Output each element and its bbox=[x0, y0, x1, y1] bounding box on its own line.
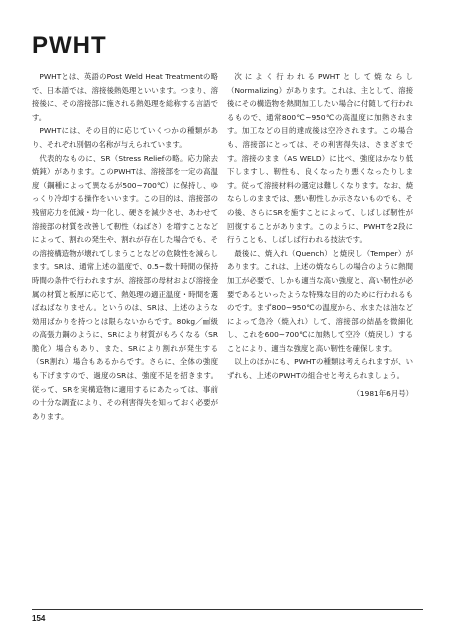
paragraph: 最後に、焼入れ（Quench）と焼戻し（Temper）があります。これは、上述の焼ならしの場合のように熱間加工が必要で、しかも適当な高い強度と、高い靭性が必要であるといったような特殊な目的のために行われるものです。まず800~950℃の温度から、水または油などによって急冷（焼入れ）して、溶接部の結晶を微細化し、これを600~700℃に加熱して空冷（焼戻し）することにより、適当な強度と高い靭性を確保します。 bbox=[227, 248, 413, 353]
paragraph: 以上のほかにも、PWHTの種類は考えられますが、いずれも、上述のPWHTの組合せと考えられましょう。 bbox=[227, 357, 413, 381]
left-column bbox=[32, 70, 218, 423]
paragraph: PWHTには、その目的に応じていくつかの種類があり、それぞれ別個の名称が与えられています。 bbox=[32, 126, 218, 149]
footer-rule bbox=[32, 609, 423, 610]
paragraph: 代表的なものに、SR（Stress Reliefの略。応力除去焼鈍）があります。このPWHTは、溶接部を一定の高温度（鋼種によって異なるが500~700℃）に保持し、ゆっくり冷却する操作をいいます。この目的は、溶接部の残留応力を低減・均一化し、硬さを減少させ、あわせて溶接部の材質を改善して靭性（ねばさ）を増すことなどによって、割れの発生や、割れが存在した場合でも、その溶接構造物が壊れてしまうことなどの危険性を減らします。SRは、通常上述の温度で、0.5~数十時間の保持時間の条件で行われますが、溶接部の母材および溶接金属の材質と板厚に応じて、熱処理の適正温度・時間を選ばねばなりません。というのは、SRは、上述のような効用ばかりを持つとは限らないからです。80kg／㎟級の高張力鋼のように、SRにより材質がもろくなる（SR脆化）場合もあり、また、SRにより割れが発生する（SR割れ）場合もあるからです。さらに、全体の強度も下げますので、過度のSRは、強度不足を招きます。従って、SRを実構造物に適用するにあたっては、事前の十分な調査により、その利害得失を知っておく必要があります。 bbox=[32, 153, 218, 421]
page-number: 154 bbox=[32, 614, 46, 623]
paragraph: 次によく行われるPWHTとして焼ならし（Normalizing）があります。これは、主として、溶接後にその構造物を熱間加工したい場合に付随して行われるもので、通常800℃~950℃の高温度に加熱されます。加工などの目的達成後は空冷されます。この場合も、溶接部にとっては、その利害得失は、さまざまです。溶接のまま（AS WELD）に比べ、強度はかなり低下しますし、靭性も、良くなったり悪くなったりします。従って溶接材料の選定は難しくなります。なお、焼ならしのままでは、悪い靭性しか示さないものでも、その後、さらにSRを施すことによって、しばしば靭性が回復することがあります。このように、PWHTを2段に行うことも、しばしば行われる技法です。 bbox=[227, 72, 413, 245]
paragraph: PWHTとは、英語のPost Weld Heat Treatmentの略で、日本語では、溶接後熱処理といいます。つまり、溶接後に、その溶接部に施される熱処理を総称する言語です。 bbox=[32, 72, 218, 122]
right-column bbox=[227, 70, 413, 400]
publication-date-note: （1981年6月号） bbox=[352, 388, 413, 398]
page-title: PWHT bbox=[32, 32, 107, 59]
